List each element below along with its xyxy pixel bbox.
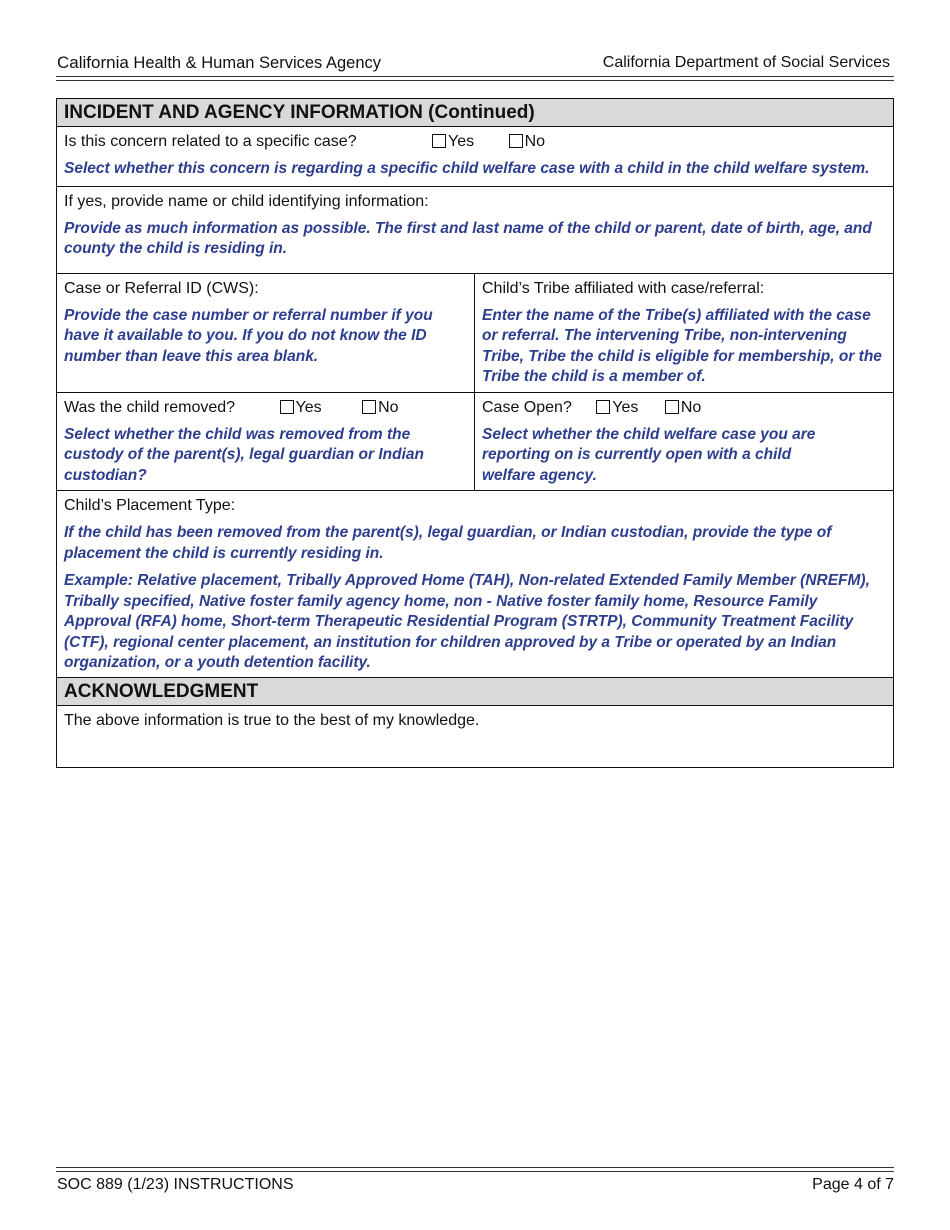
placement-block[interactable] (57, 491, 893, 678)
removed-label: Was the child removed? (64, 398, 236, 416)
case-open-no-label: No (680, 398, 702, 416)
specific-case-no-label: No (524, 133, 546, 150)
specific-case-label: Is this concern related to a specific case? (64, 133, 357, 150)
specific-case-row (64, 132, 886, 152)
specific-case-yes-label: Yes (448, 133, 475, 150)
specific-case-no-checkbox[interactable] (509, 134, 523, 148)
placement-instruction: If the child has been removed from the parent(s), legal guardian, or Indian custodian, provide the type of placement the child is currently residing in. (64, 524, 832, 562)
header-agency-rest: Health & Human Services Agency (128, 54, 382, 72)
removed-yes-label: Yes (295, 398, 322, 416)
header-rule-1 (56, 76, 894, 77)
specific-case-instruction: Select whether this concern is regarding a specific child welfare case with a child in the child welfare system. (64, 160, 870, 177)
specific-case-block (57, 127, 893, 187)
tribe-label: Child’s Tribe affiliated with case/referral: (482, 279, 765, 297)
placement-label: Child’s Placement Type: (64, 497, 236, 514)
tribe-instruction: Enter the name of the Tribe(s) affiliated with the case or referral. The intervening Tribe, non-intervening Tribe, Tribe the child is eligible for membership, or the Tribe the child is a member of. (482, 306, 882, 385)
tribe-cell[interactable] (475, 274, 893, 392)
identifying-info-instruction: Provide as much information as possible. The first and last name of the child or parent, date of birth, age, and county the child is residing in. (64, 219, 872, 257)
case-open-yes-checkbox[interactable] (596, 400, 610, 414)
footer-rule-1 (56, 1167, 894, 1168)
case-id-cell[interactable] (57, 274, 475, 392)
case-open-instruction: Select whether the child welfare case you are reporting on is currently open with a child welfare agency. (482, 425, 816, 484)
case-id-instruction: Provide the case number or referral number if you have it available to you. If you do not know the ID number than leave this area blank. (64, 306, 433, 365)
removed-no-label: No (378, 398, 399, 416)
case-id-label: Case or Referral ID (CWS): (64, 279, 259, 297)
removed-row (64, 398, 467, 418)
header-department: California Department of Social Services (602, 54, 890, 71)
case-open-yes-option[interactable] (596, 398, 638, 418)
case-open-no-checkbox[interactable] (665, 400, 679, 414)
acknowledgment-block (57, 706, 893, 767)
placement-example: Example: Relative placement, Tribally Approved Home (TAH), Non-related Extended Family Member (NREFM), Tribally specified, Native foster family agency home, non - Native foster family home, Resource Family Approval (RFA) home, Short-term Therapeutic Residential Program (STRTP), Community Treatment Facility (CTF), regional center placement, an institution for children approved by a Tribe or operated by an Indian organization, or a youth detention facility. (64, 572, 870, 671)
identifying-info-label: If yes, provide name or child identifying information: (64, 192, 429, 210)
removed-open-row (57, 393, 893, 492)
specific-case-no-option[interactable] (509, 132, 545, 152)
acknowledgment-statement: The above information is true to the best of my knowledge. (64, 711, 480, 729)
removed-no-checkbox[interactable] (362, 400, 376, 414)
identifying-info-block[interactable] (57, 187, 893, 274)
header-agency (57, 53, 381, 73)
specific-case-yes-option[interactable] (432, 132, 474, 152)
removed-yes-checkbox[interactable] (280, 400, 294, 414)
case-open-no-option[interactable] (665, 398, 701, 418)
header-agency-prefix: California (57, 53, 129, 72)
header-rule-2 (56, 80, 894, 81)
removed-instruction: Select whether the child was removed from the custody of the parent(s), legal guardian or Indian custodian? (64, 425, 424, 484)
specific-case-yes-checkbox[interactable] (432, 134, 446, 148)
footer-form-id: SOC 889 (1/23) INSTRUCTIONS (57, 1176, 294, 1193)
section-incident-title: INCIDENT AND AGENCY INFORMATION (Continued) (57, 99, 893, 127)
case-open-yes-label: Yes (612, 398, 639, 416)
removed-cell (57, 393, 475, 491)
form-table (56, 98, 894, 768)
case-open-label: Case Open? (482, 398, 572, 416)
removed-no-option[interactable] (362, 398, 398, 418)
case-open-row (482, 398, 886, 418)
footer-page-number: Page 4 of 7 (812, 1176, 894, 1193)
footer-rule-2 (56, 1171, 894, 1172)
case-open-cell (475, 393, 893, 491)
section-acknowledgment-title: ACKNOWLEDGMENT (57, 678, 893, 706)
case-tribe-row (57, 274, 893, 393)
removed-yes-option[interactable] (280, 398, 322, 418)
